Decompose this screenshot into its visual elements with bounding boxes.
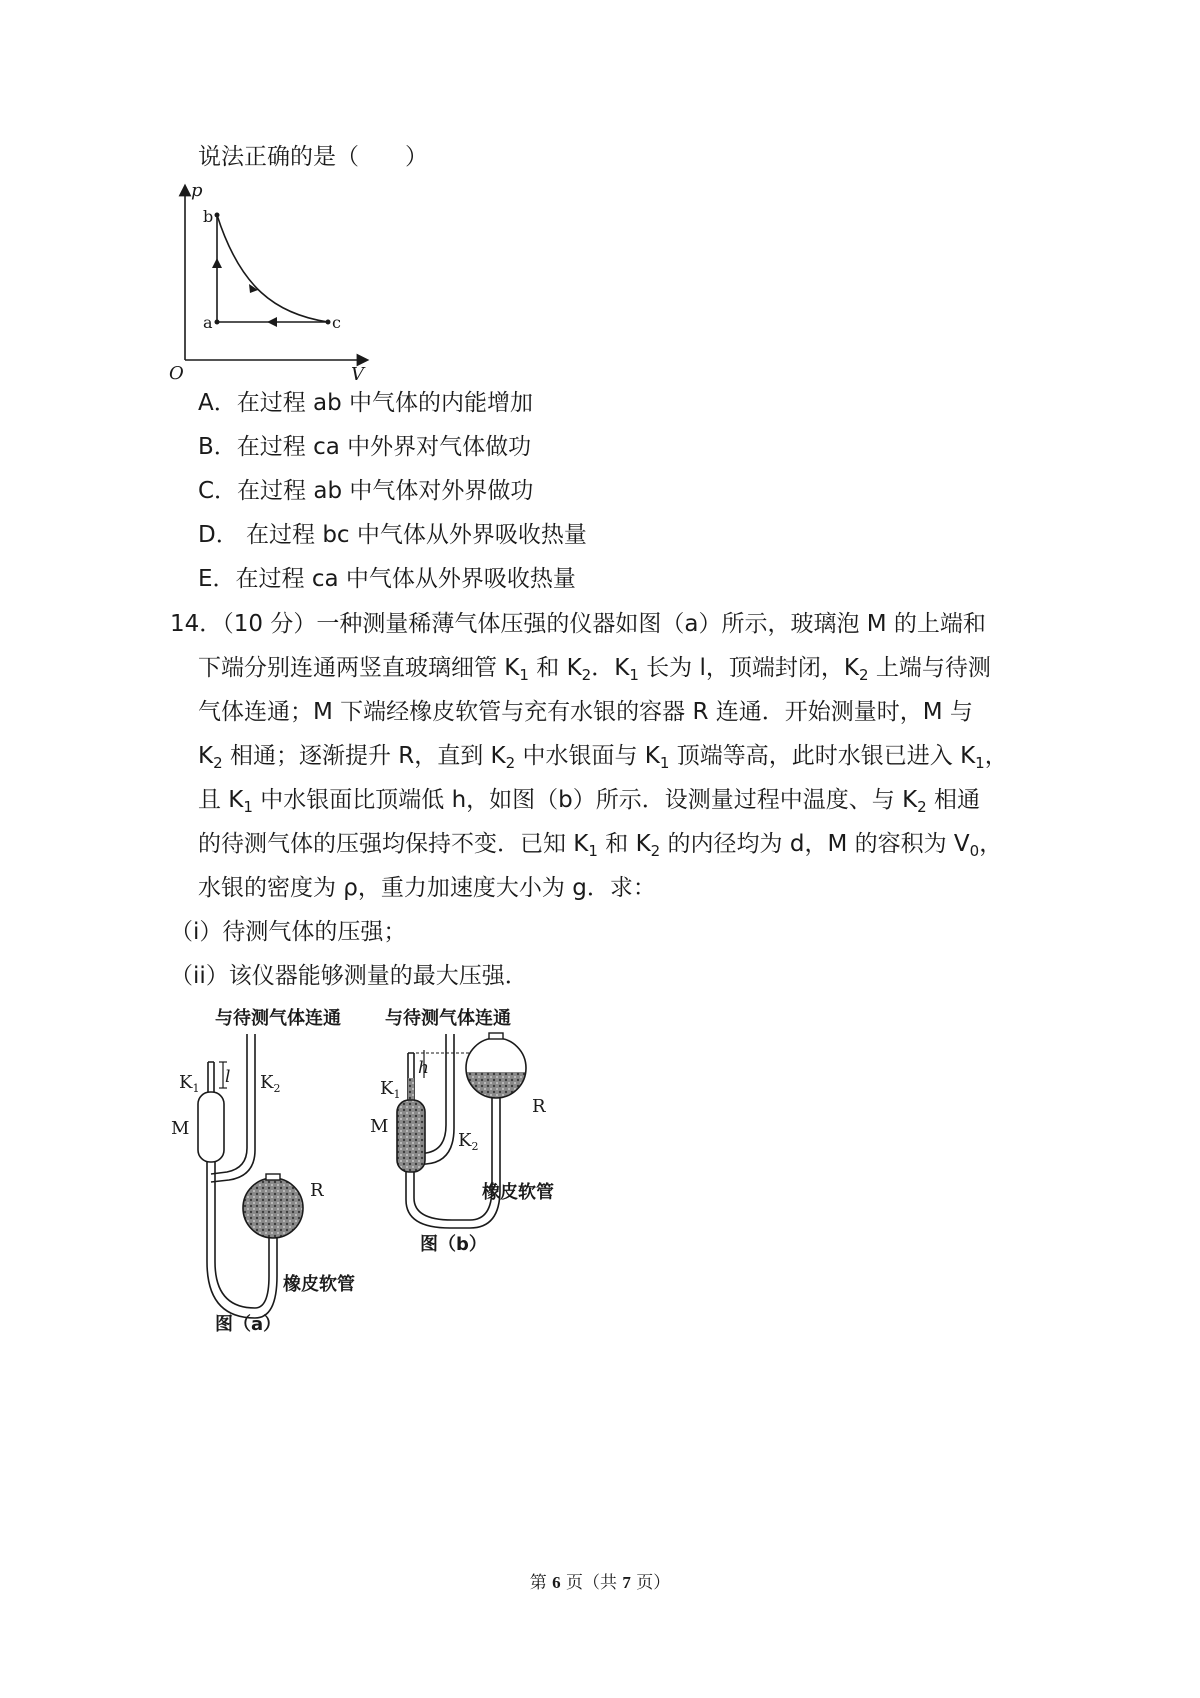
q14-sub-question-2: （ii）该仪器能够测量的最大压强． — [170, 963, 528, 989]
reservoir-r — [243, 1178, 303, 1238]
k2-label: $K_2$ — [458, 1130, 479, 1153]
bulb-m-label: M — [370, 1116, 389, 1137]
k1-label: $K_1$ — [380, 1078, 401, 1101]
q14-line-4: $K_2$ 相通；逐渐提升 R，直到 $K_2$ 中水银面与 $K_1$ 顶端等高，此时水银已进入 $K_1$， — [198, 743, 1008, 772]
bulb-m-label: M — [171, 1118, 190, 1139]
option-e: E．在过程 ca 中气体从外界吸收热量 — [198, 566, 576, 592]
page-footer: 第 6 页（共 7 页） — [529, 1573, 671, 1593]
q14-line-5: 且 $K_1$ 中水银面比顶端低 h，如图（b）所示．设测量过程中温度、与 $K_2$ 相通 — [198, 787, 981, 816]
q14-line-2: 下端分别连通两竖直玻璃细管 $K_1$ 和 $K_2$．$K_1$ 长为 l，顶端封闭，$K_2$ 上端与待测 — [198, 655, 991, 684]
figure-b — [360, 1000, 590, 1270]
point-c-label: c — [332, 313, 341, 332]
question-stem-tail: 说法正确的是（ ） — [198, 144, 428, 170]
figure-b-caption: 图（b） — [420, 1234, 487, 1255]
bulb-m — [397, 1100, 425, 1172]
option-c: C．在过程 ab 中气体对外界做功 — [198, 478, 534, 504]
k1-tube — [208, 1062, 214, 1092]
figure-a-caption: 图（a） — [215, 1314, 282, 1335]
k2-label: $K_2$ — [260, 1072, 281, 1095]
reservoir-r-label: R — [310, 1180, 324, 1201]
q14-sub-question-1: （i）待测气体的压强； — [170, 919, 407, 945]
option-b: B．在过程 ca 中外界对气体做功 — [198, 434, 532, 460]
point-b-label: b — [203, 207, 214, 226]
k1-label: $K_1$ — [179, 1072, 200, 1095]
option-a: A．在过程 ab 中气体的内能增加 — [198, 390, 534, 416]
q14-line-6: 的待测气体的压强均保持不变．已知 $K_1$ 和 $K_2$ 的内径均为 d，M 的容积为 $V_0$， — [198, 831, 1003, 860]
length-l-label: l — [225, 1067, 231, 1087]
rubber-hose-label: 橡皮软管 — [283, 1274, 355, 1295]
point-a-label: a — [203, 313, 213, 332]
gas-connection-label: 与待测气体连通 — [215, 1008, 341, 1029]
height-h-label: h — [418, 1058, 429, 1078]
process-bc — [217, 215, 328, 322]
gas-connection-label: 与待测气体连通 — [385, 1008, 511, 1029]
reservoir-r-label: R — [532, 1096, 546, 1117]
bulb-m — [198, 1092, 224, 1162]
q14-line-3: 气体连通；M 下端经橡皮软管与充有水银的容器 R 连通．开始测量时，M 与 — [198, 699, 973, 725]
pv-graph — [165, 182, 375, 382]
rubber-hose-label: 橡皮软管 — [482, 1182, 554, 1203]
v-axis-label: V — [351, 364, 364, 382]
figure-a — [165, 1000, 385, 1335]
q14-line-7: 水银的密度为 ρ，重力加速度大小为 g．求： — [198, 875, 656, 901]
q14-line-1: 14．（10 分）一种测量稀薄气体压强的仪器如图（a）所示，玻璃泡 M 的上端和 — [170, 611, 986, 637]
origin-label: O — [169, 363, 184, 382]
p-axis-label: p — [191, 182, 203, 201]
option-d: D． 在过程 bc 中气体从外界吸收热量 — [198, 522, 587, 548]
